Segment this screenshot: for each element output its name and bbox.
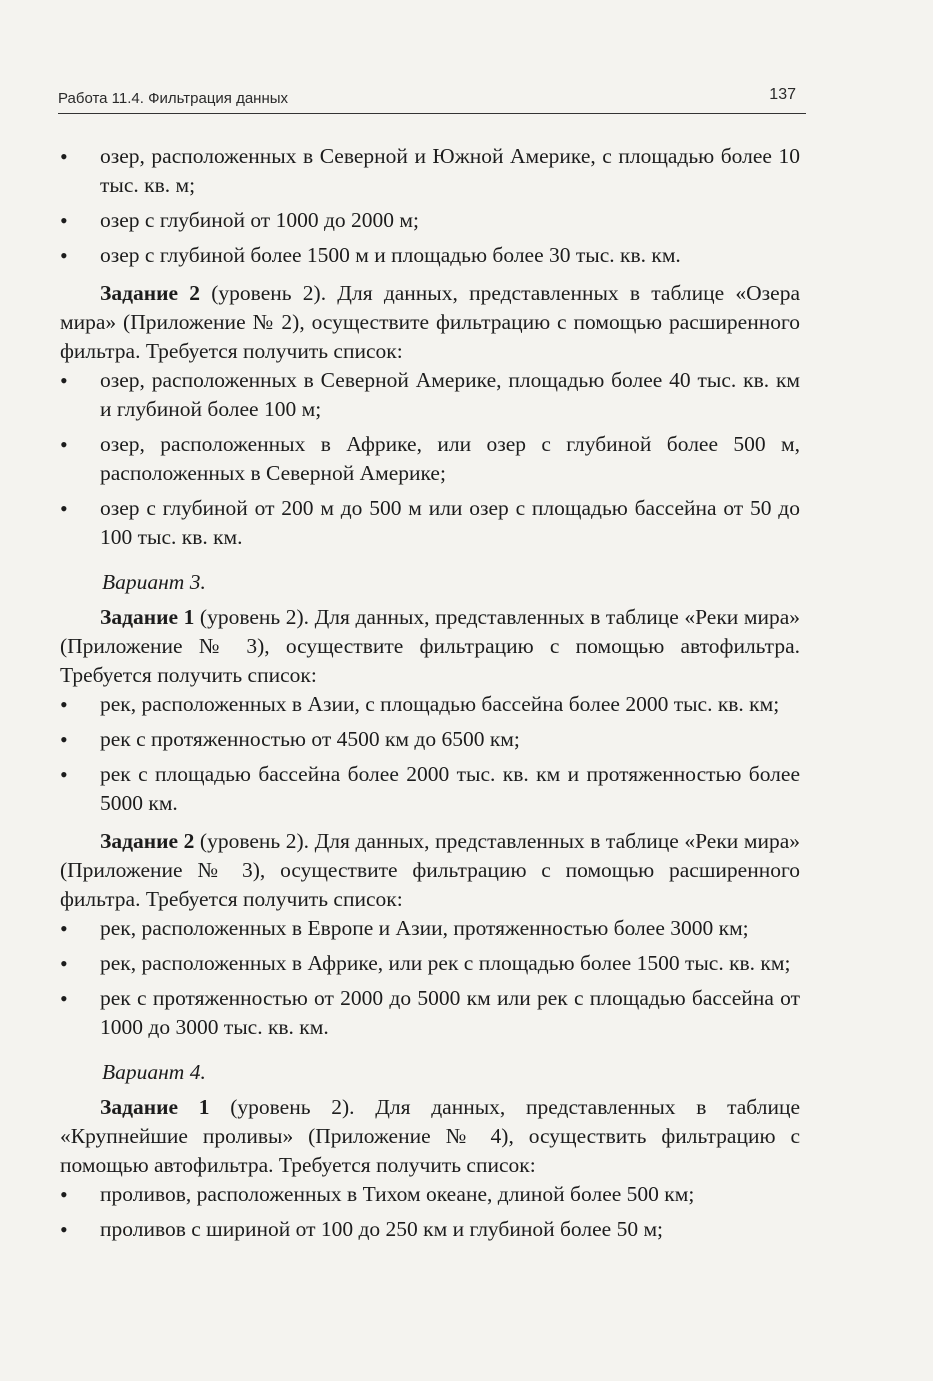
- task-paragraph: [60, 1093, 800, 1180]
- list-item: • рек с протяженностью от 4500 км до 6500 км;: [60, 725, 800, 754]
- list-item: • озер, расположенных в Африке, или озер с глубиной более 500 м, расположенных в Северной Америке;: [60, 430, 800, 488]
- list-item: • рек, расположенных в Европе и Азии, протяженностью более 3000 км;: [60, 914, 800, 943]
- list-item: • рек с площадью бассейна более 2000 тыс. кв. км и протяженностью более 5000 км.: [60, 760, 800, 818]
- list-item: • рек, расположенных в Африке, или рек с площадью более 1500 тыс. кв. км;: [60, 949, 800, 978]
- list-item: • проливов, расположенных в Тихом океане, длиной более 500 км;: [60, 1180, 800, 1209]
- task-label: Задание 1: [100, 1095, 210, 1119]
- running-head: [58, 86, 796, 107]
- task-text: (уровень 2). Для данных, представленных в таблице «Крупнейшие проливы» (Приложение № 4), осуществить фильтрацию с помощью автофильтра. Требуется получить список:: [60, 1095, 800, 1177]
- task-text: (уровень 2). Для данных, представленных в таблице «Озера мира» (Приложение № 2), осуществите фильтрацию с помощью расширенного фильтра. Требуется получить список:: [60, 281, 800, 363]
- task-text: (уровень 2). Для данных, представленных в таблице «Реки мира» (Приложение № 3), осуществите фильтрацию с помощью автофильтра. Требуется получить список:: [60, 605, 800, 687]
- list-item: • озер с глубиной от 1000 до 2000 м;: [60, 206, 800, 235]
- list-item: • озер, расположенных в Северной Америке, площадью более 40 тыс. кв. км и глубиной более 100 м;: [60, 366, 800, 424]
- list-item: • озер с глубиной более 1500 м и площадью более 30 тыс. кв. км.: [60, 241, 800, 270]
- page-body: [60, 142, 800, 1250]
- running-title: Работа 11.4. Фильтрация данных: [58, 90, 289, 107]
- list-item: • рек с протяженностью от 2000 до 5000 км или рек с площадью бассейна от 1000 до 3000 тыс. кв. км.: [60, 984, 800, 1042]
- task-paragraph: [60, 279, 800, 366]
- variant-heading: Вариант 4.: [102, 1060, 206, 1084]
- variant-heading: Вариант 3.: [102, 570, 206, 594]
- task-label: Задание 2: [100, 281, 201, 305]
- header-rule: [58, 113, 806, 114]
- task-paragraph: [60, 827, 800, 914]
- list-item: • озер с глубиной от 200 м до 500 м или озер с площадью бассейна от 50 до 100 тыс. кв. км.: [60, 494, 800, 552]
- task-text: (уровень 2). Для данных, представленных в таблице «Реки мира» (Приложение № 3), осуществите фильтрацию с помощью расширенного фильтра. Требуется получить список:: [60, 829, 800, 911]
- page-number: 137: [769, 86, 796, 103]
- task-paragraph: [60, 603, 800, 690]
- task-label: Задание 2: [100, 829, 195, 853]
- list-item: • озер, расположенных в Северной и Южной Америке, с площадью более 10 тыс. кв. м;: [60, 142, 800, 200]
- list-item: • рек, расположенных в Азии, с площадью бассейна более 2000 тыс. кв. км;: [60, 690, 800, 719]
- task-label: Задание 1: [100, 605, 195, 629]
- list-item: • проливов с шириной от 100 до 250 км и глубиной более 50 м;: [60, 1215, 800, 1244]
